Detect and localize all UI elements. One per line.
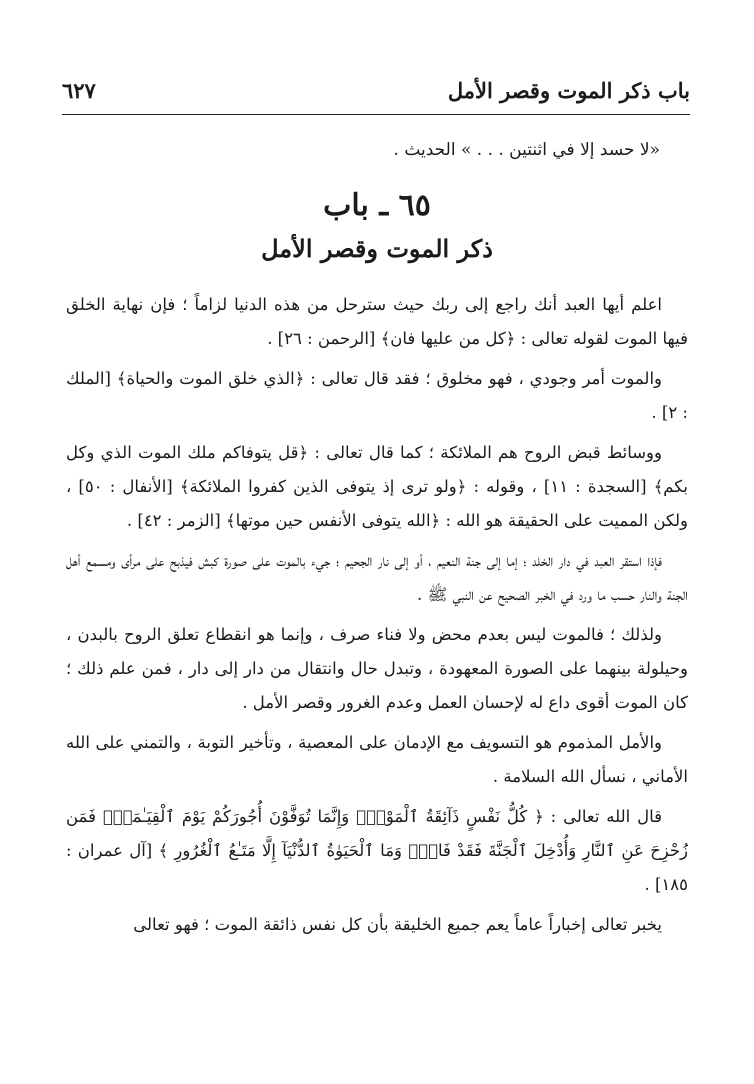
page-number: ٦٢٧ [62, 78, 96, 103]
chapter-number: ٦٥ ـ باب [323, 188, 431, 223]
header-rule [62, 114, 690, 115]
paragraph: والموت أمر وجودي ، فهو مخلوق ؛ فقد قال تعالى : ﴿الذي خلق الموت والحياة﴾ [الملك : ٢] . [66, 369, 688, 422]
quran-quote-paragraph: قال الله تعالى : ﴿ كُلُّ نَفْسٍ ذَآئِقَةُ ٱلْمَوْتِۗ وَإِنَّمَا تُوَفَّوْنَ أُجُورَكُمْ يَوْمَ ٱلْقِيَـٰمَةِۖ فَمَن زُحْزِحَ عَنِ ٱلنَّارِ وَأُدْخِلَ ٱلْجَنَّةَ فَقَدْ فَازَۗ وَمَا ٱلْحَيَوٰةُ ٱلدُّنْيَآ إِلَّا مَتَـٰعُ ٱلْغُرُورِ ﴾ [آل عمران : ١٨٥] . [66, 807, 688, 894]
paragraph: فإذا استقر العبد في دار الخلد ؛ إما إلى جنة النعيم ، أو إلى نار الجحيم ؛ جيء بالموت على صورة كبش فيذبح على مرأى ومسمع أهل الجنة والنار حسب ما ورد في الخبر الصحيح عن النبي ﷺ . [66, 551, 688, 604]
paragraph: والأمل المذموم هو التسويف مع الإدمان على المعصية ، وتأخير التوبة ، والتمني على الله الأماني ، نسأل الله السلامة . [66, 733, 688, 786]
body-text [66, 288, 688, 948]
paragraph: ووسائط قبض الروح هم الملائكة ؛ كما قال تعالى : ﴿قل يتوفاكم ملك الموت الذي وكل بكم﴾ [السجدة : ١١] ، وقوله : ﴿ولو ترى إذ يتوفى الذين كفروا الملائكة﴾ [الأنفال : ٥٠] ، ولكن المميت على الحقيقة هو الله : ﴿الله يتوفى الأنفس حين موتها﴾ [الزمر : ٤٢] . [66, 443, 688, 530]
running-title: باب ذكر الموت وقصر الأمل [447, 78, 690, 103]
paragraph: اعلم أيها العبد أنك راجع إلى ربك حيث سترحل من هذه الدنيا لزاماً ؛ فإن نهاية الخلق فيها الموت لقوله تعالى : ﴿كل من عليها فان﴾ [الرحمن : ٢٦] . [66, 295, 688, 348]
paragraph: يخبر تعالى إخباراً عاماً يعم جميع الخليقة بأن كل نفس ذائقة الموت ؛ فهو تعالى [133, 915, 662, 934]
paragraph: ولذلك ؛ فالموت ليس بعدم محض ولا فناء صرف ، وإنما هو انقطاع تعلق الروح بالبدن ، وحيلولة بينهما على الصورة المعهودة ، وتبدل حال وانتقال من دار إلى دار ، فمن علم ذلك ؛ كان الموت أقوى داع له لإحسان العمل وعدم الغرور وقصر الأمل . [66, 625, 688, 712]
chapter-title: ذكر الموت وقصر الأمل [261, 234, 493, 263]
previous-section-tail: «لا حسد إلا في اثنتين . . . » الحديث . [393, 140, 660, 160]
page-header [62, 74, 690, 114]
